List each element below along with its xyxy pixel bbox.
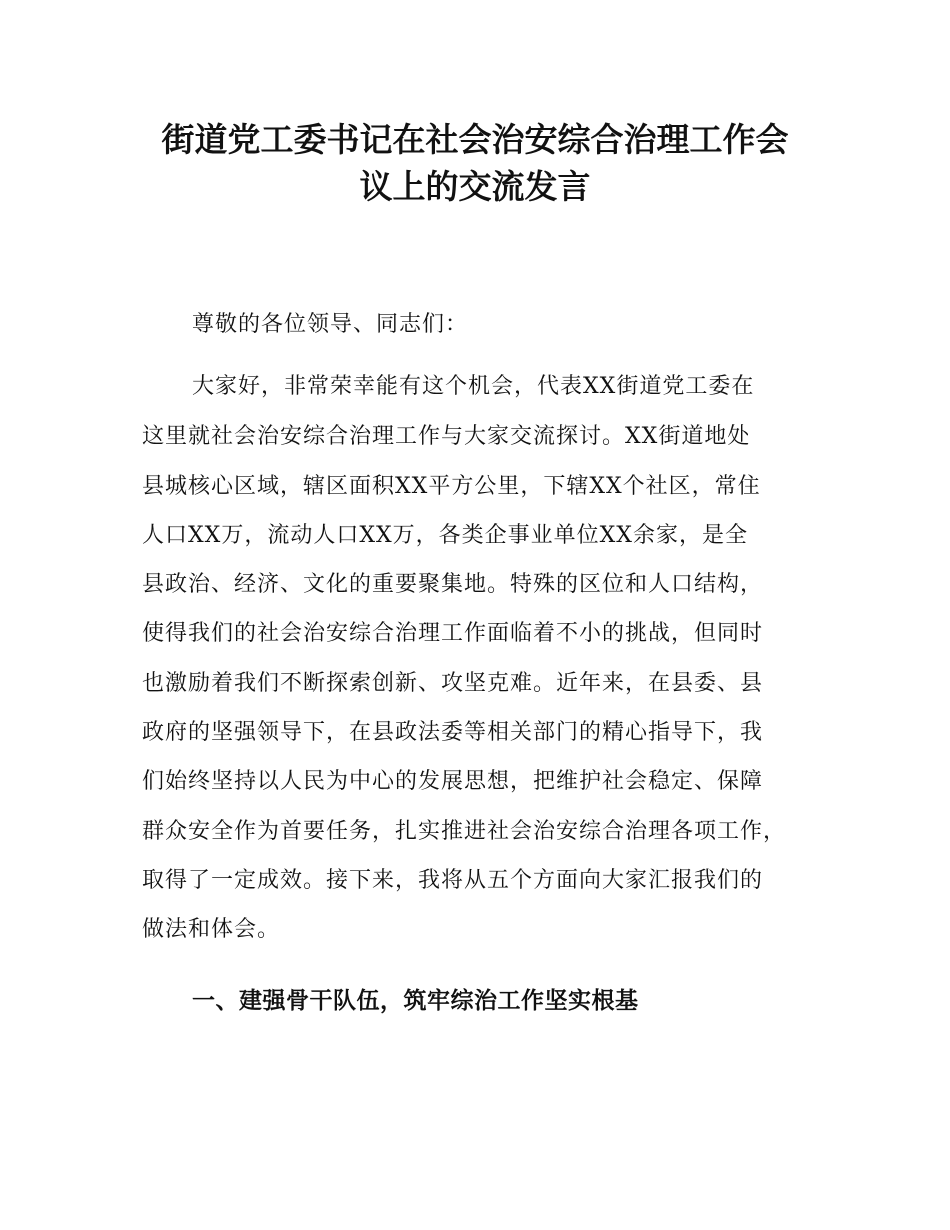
paragraph-line: 使得我们的社会治安综合治理工作面临着不小的挑战，但同时 — [142, 621, 764, 646]
document-title-line-1: 街道党工委书记在社会治安综合治理工作会 — [161, 120, 789, 159]
paragraph-line: 人口XX万，流动人口XX万，各类企事业单位XX余家，是全 — [142, 523, 748, 548]
paragraph-line: 取得了一定成效。接下来，我将从五个方面向大家汇报我们的 — [142, 868, 764, 893]
salutation: 尊敬的各位领导、同志们： — [192, 312, 469, 337]
paragraph-line: 群众安全作为首要任务，扎实推进社会治安综合治理各项工作， — [142, 819, 787, 844]
paragraph-line: 大家好，非常荣幸能有这个机会，代表XX街道党工委在 — [192, 374, 755, 399]
document-title-line-2: 议上的交流发言 — [359, 167, 591, 206]
paragraph-line: 们始终坚持以人民为中心的发展思想，把维护社会稳定、保障 — [142, 769, 764, 794]
paragraph-line: 做法和体会。 — [142, 917, 281, 942]
section-1-heading: 一、建强骨干队伍，筑牢综治工作坚实根基 — [192, 988, 639, 1014]
paragraph-line: 县政治、经济、文化的重要聚集地。特殊的区位和人口结构， — [142, 572, 764, 597]
paragraph-line: 政府的坚强领导下，在县政法委等相关部门的精心指导下，我 — [142, 720, 764, 745]
paragraph-line: 也激励着我们不断探索创新、攻坚克难。近年来，在县委、县 — [142, 671, 764, 696]
paragraph-line: 县城核心区域，辖区面积XX平方公里，下辖XX个社区，常住 — [142, 474, 761, 499]
paragraph-line: 这里就社会治安综合治理工作与大家交流探讨。XX街道地处 — [142, 424, 751, 449]
